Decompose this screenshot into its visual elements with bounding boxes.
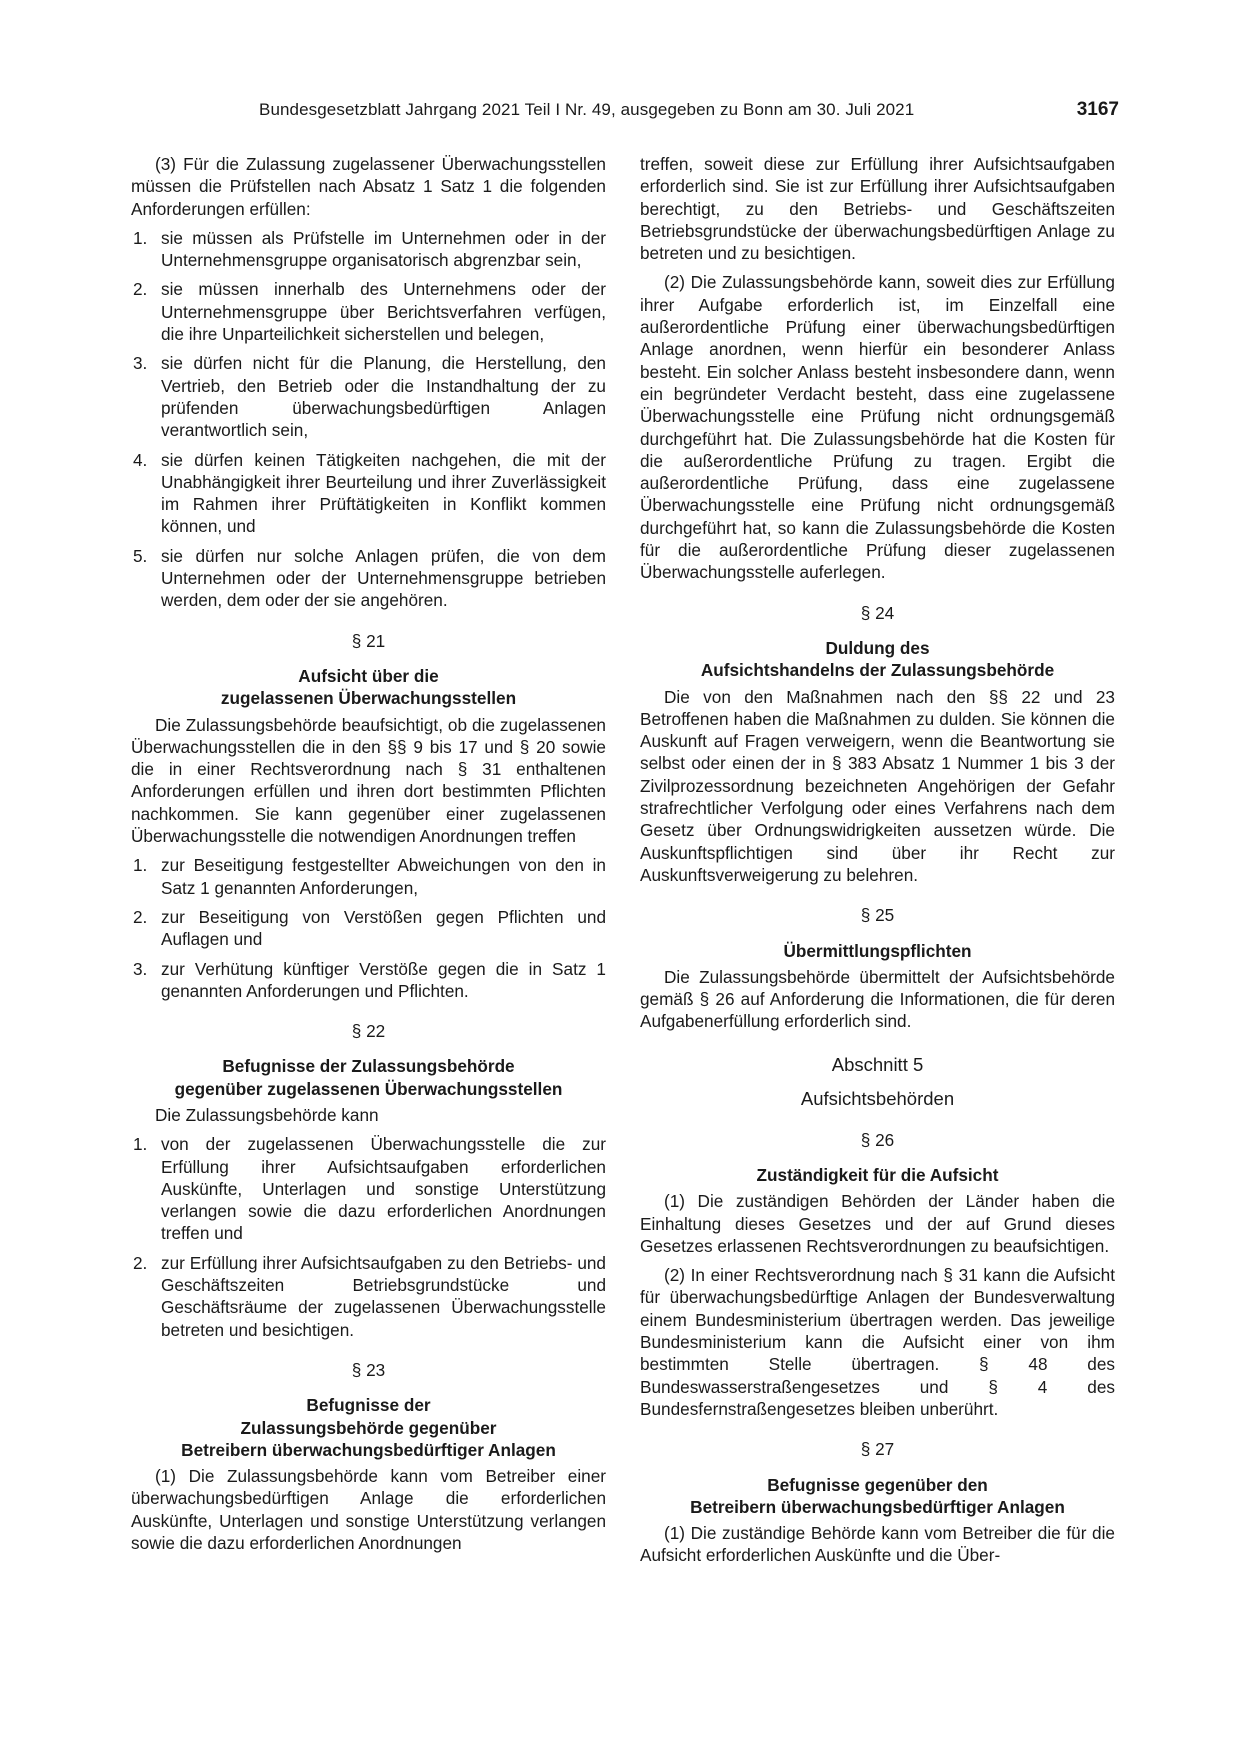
section-title-line: Befugnisse gegenüber den: [767, 1474, 988, 1495]
section-title-24: [640, 637, 1115, 682]
section-title-23: [131, 1394, 606, 1461]
list-text: zur Beseitigung von Verstößen gegen Pflichten und Auflagen und: [161, 906, 606, 950]
section-number-25: § 25: [860, 905, 895, 926]
abschnitt-label: Abschnitt 5: [831, 1053, 924, 1075]
section-title-line: zugelassenen Überwachungsstellen: [220, 688, 517, 709]
section-22-list: [131, 1133, 606, 1341]
section-number-24: § 24: [860, 602, 895, 623]
abschnitt-title: Aufsichtsbehörden: [800, 1087, 955, 1109]
list-item: [131, 854, 606, 899]
list-item: [131, 958, 606, 1003]
section-number-22: § 22: [351, 1021, 386, 1042]
list-item: [131, 278, 606, 345]
running-title: Bundesgesetzblatt Jahrgang 2021 Teil I Nr. 49, ausgegeben zu Bonn am 30. Juli 2021: [259, 100, 915, 119]
list-number: 2.: [133, 1252, 148, 1273]
section-title-22: [131, 1055, 606, 1100]
right-column: [640, 153, 1115, 1574]
list-text: von der zugelassenen Überwachungsstelle die zur Erfüllung ihrer Aufsichtsaufgaben erforderlichen Auskünfte, Unterlagen und sonstige Unterstützung verlangen sowie die dazu erforderlichen Anordnungen treffen und: [161, 1134, 606, 1244]
section-27-paragraph-1: (1) Die zuständige Behörde kann vom Betreiber die für die Aufsicht erforderlichen Auskünfte und die Über-: [640, 1523, 1115, 1566]
section-23-paragraph-2: (2) Die Zulassungsbehörde kann, soweit dies zur Erfüllung ihrer Aufgabe erforderlich ist, im Einzelfall eine außerordentliche Prüfung einer überwachungsbedürftigen Anlage anordnen, wenn hierfür ein besonderer Anlass besteht. Ein solcher Anlass besteht insbesondere dann, wenn ein begründeter Verdacht besteht, dass eine zugelassene Überwachungsstelle eine Prüfung nicht ordnungsgemäß durchgeführt hat. Die Zulassungsbehörde hat die Kosten für die außerordentliche Prüfung zu tragen. Ergibt die außerordentliche Prüfung, dass eine zugelassene Überwachungsstelle eine Prüfung nicht ordnungsgemäß durchgeführt hat, so kann die Zulassungsbehörde die Kosten für die außerordentliche Prüfung dieser zugelassenen Überwachungsstelle auferlegen.: [640, 272, 1115, 583]
section-title-line: Duldung des: [825, 637, 930, 658]
section-21-list: [131, 854, 606, 1002]
list-text: zur Verhütung künftiger Verstöße gegen die in Satz 1 genannten Anforderungen und Pflichten.: [161, 958, 606, 1001]
list-item: [131, 906, 606, 951]
section-26-paragraph-1: (1) Die zuständigen Behörden der Länder haben die Einhaltung dieses Gesetzes und der auf Grund dieses Gesetzes erlassenen Rechtsverordnungen zu beaufsichtigen.: [640, 1191, 1115, 1256]
section-number-21: § 21: [351, 630, 386, 651]
paragraph-s20-3: (3) Für die Zulassung zugelassener Überwachungsstellen müssen die Prüfstellen nach Absatz 1 Satz 1 die folgenden Anforderungen erfüllen:: [131, 154, 606, 219]
section-26-paragraph-2: (2) In einer Rechtsverordnung nach § 31 kann die Aufsicht für überwachungsbedürftige Anlagen der Bundesverwaltung einem Bundesministerium übertragen werden. Das jeweilige Bundesministerium kann die Aufsicht einer von ihm bestimmten Stelle übertragen. § 48 des Bundeswasserstraßengesetzes und § 4 des Bundesfernstraßengesetzes bleiben unberührt.: [640, 1265, 1115, 1419]
list-text: sie müssen innerhalb des Unternehmens oder der Unternehmensgruppe über Berichtsverfahren verfügen, die ihre Unparteilichkeit sicherstellen und belegen,: [161, 279, 606, 345]
section-24-text: Die von den Maßnahmen nach den §§ 22 und 23 Betroffenen haben die Maßnahmen zu dulden. Sie können die Auskunft auf Fragen verweigern, wenn die Beantwortung sie selbst oder einen der in § 383 Absatz 1 Nummer 1 bis 3 der Zivilprozessordnung bezeichneten Angehörigen der Gefahr strafrechtlicher Verfolgung oder eines Verfahrens nach dem Gesetz über Ordnungswidrigkeiten aussetzen würde. Die Auskunftspflichtigen sind über ihr Recht zur Auskunftsverweigerung zu belehren.: [640, 686, 1115, 885]
list-text: sie dürfen nur solche Anlagen prüfen, die von dem Unternehmen oder der Unternehmensgruppe betrieben werden, dem oder der sie angehören.: [161, 545, 606, 611]
section-title-line: Aufsicht über die: [298, 665, 439, 686]
list-text: sie dürfen keinen Tätigkeiten nachgehen, die mit der Unabhängigkeit ihrer Beurteilung und ihrer Zuverlässigkeit im Rahmen ihrer Prüftätigkeiten in Konflikt kommen können, und: [161, 449, 606, 537]
section-25-text: Die Zulassungsbehörde übermittelt der Aufsichtsbehörde gemäß § 26 auf Anforderung die Informationen, die für deren Aufgabenerfüllung erforderlich sind.: [640, 966, 1115, 1032]
list-text: zur Erfüllung ihrer Aufsichtsaufgaben zu den Betriebs- und Geschäftszeiten Betriebsgrundstücke und Geschäftsräume der zugelassenen Überwachungsstelle betreten und besichtigen.: [161, 1252, 606, 1340]
list-number: 1.: [133, 227, 148, 248]
list-item: [131, 227, 606, 272]
list-text: zur Beseitigung festgestellter Abweichungen von den in Satz 1 genannten Anforderungen,: [161, 855, 606, 898]
section-title-line: Übermittlungspflichten: [783, 940, 972, 961]
list-number: 3.: [133, 353, 148, 374]
section-title-line: Zulassungsbehörde gegenüber: [240, 1417, 497, 1438]
section-title-27: [640, 1474, 1115, 1519]
section-title-line: Aufsichtshandelns der Zulassungsbehörde: [700, 660, 1055, 681]
list-item: [131, 352, 606, 441]
list-text: sie müssen als Prüfstelle im Unternehmen oder in der Unternehmensgruppe organisatorisch abgrenzbar sein,: [161, 227, 606, 271]
left-column: [131, 153, 606, 1561]
section-22-text: Die Zulassungsbehörde kann: [155, 1104, 379, 1125]
section-number-26: § 26: [860, 1129, 895, 1150]
list-text: sie dürfen nicht für die Planung, die Herstellung, den Vertrieb, den Betrieb oder die Instandhaltung der zu prüfenden überwachungsbedürftigen Anlagen verantwortlich sein,: [161, 353, 606, 441]
requirements-list: [131, 227, 606, 612]
list-item: [131, 545, 606, 612]
section-title-line: gegenüber zugelassenen Überwachungsstellen: [174, 1078, 563, 1099]
section-title-line: Zuständigkeit für die Aufsicht: [756, 1164, 999, 1185]
list-item: [131, 1133, 606, 1244]
list-item: [131, 1252, 606, 1341]
list-number: 4.: [133, 449, 148, 470]
section-title-line: Befugnisse der Zulassungsbehörde: [222, 1056, 515, 1077]
section-23-paragraph-1: (1) Die Zulassungsbehörde kann vom Betreiber einer überwachungsbedürftigen Anlage die erforderlichen Auskünfte, Unterlagen und sonstige Unterstützung verlangen sowie die dazu erforderlichen Anordnungen: [131, 1466, 606, 1554]
section-title-line: Befugnisse der: [306, 1395, 431, 1416]
list-number: 5.: [133, 545, 148, 566]
section-title-line: Betreibern überwachungsbedürftiger Anlagen: [690, 1496, 1065, 1517]
section-title-line: Betreibern überwachungsbedürftiger Anlagen: [181, 1439, 556, 1460]
section-21-text: Die Zulassungsbehörde beaufsichtigt, ob die zugelassenen Überwachungsstellen die in den §§ 9 bis 17 und § 20 sowie die in einer Rechtsverordnung nach § 31 enthaltenen Anforderungen erfüllen und ihren dort bestimmten Pflichten nachkommen. Sie kann gegenüber einer zugelassenen Überwachungsstelle die notwendigen Anordnungen treffen: [131, 714, 606, 847]
section-title-26: [640, 1164, 1115, 1186]
page-header: [131, 100, 1119, 124]
list-item: [131, 449, 606, 538]
section-number-27: § 27: [860, 1439, 895, 1460]
list-number: 2.: [133, 906, 148, 927]
section-title-21: [131, 665, 606, 710]
section-23-continuation: treffen, soweit diese zur Erfüllung ihrer Aufsichtsaufgaben erforderlich sind. Sie ist zur Erfüllung ihrer Aufsichtsaufgaben berechtigt, zu den Betriebs- und Geschäftszeiten Betriebsgrundstücke der überwachungsbedürftigen Anlage zu betreten und zu besichtigen.: [640, 154, 1115, 264]
section-number-23: § 23: [351, 1359, 386, 1380]
list-number: 2.: [133, 279, 148, 300]
page-number: 3167: [1076, 99, 1119, 120]
list-number: 1.: [133, 855, 148, 876]
section-title-25: [640, 940, 1115, 962]
list-number: 1.: [133, 1134, 148, 1155]
list-number: 3.: [133, 958, 148, 979]
